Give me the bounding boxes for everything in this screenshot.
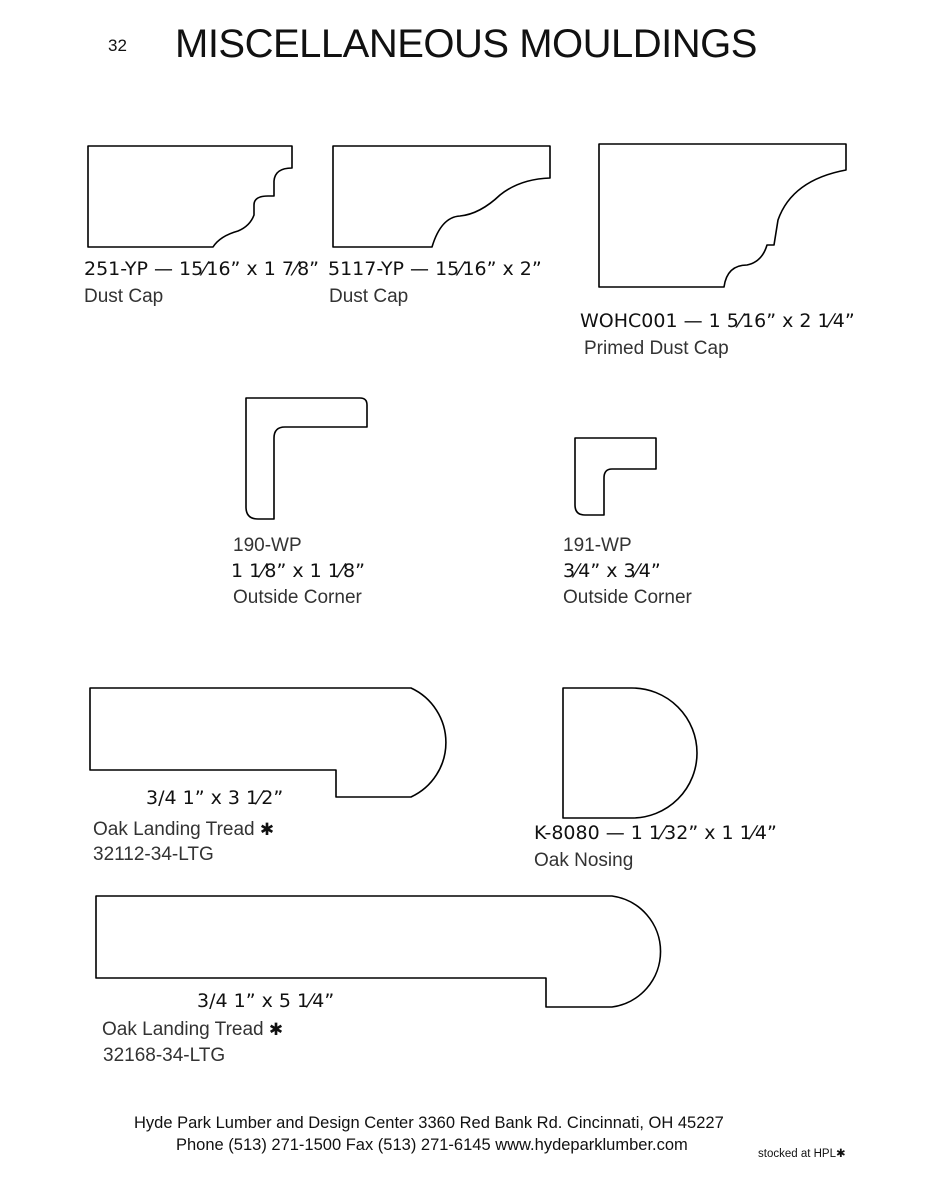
footer-stocked-note: stocked at HPL✱	[758, 1148, 846, 1160]
stocked-star-icon: ✱	[268, 1020, 284, 1040]
item-251-yp-name: Dust Cap	[84, 286, 164, 307]
profile-32112-34-ltg	[90, 688, 446, 797]
item-191-wp-dim: 3⁄4” x 3⁄4”	[563, 560, 661, 582]
item-32168-code: 32168-34-LTG	[103, 1045, 226, 1066]
item-32112-code: 32112-34-LTG	[93, 844, 214, 865]
profile-251-yp	[88, 146, 292, 247]
profile-5117-yp	[333, 146, 550, 247]
profile-wohc001	[599, 144, 846, 287]
profile-k-8080	[563, 688, 697, 818]
item-190-wp-dim: 1 1⁄8” x 1 1⁄8”	[231, 560, 365, 582]
profile-190-wp	[246, 398, 367, 519]
item-wohc001-name: Primed Dust Cap	[584, 338, 729, 359]
item-wohc001-code-dim: WOHC001 — 1 5⁄16” x 2 1⁄4”	[580, 310, 855, 332]
item-190-wp-code: 190-WP	[233, 535, 302, 556]
profile-32168-34-ltg	[96, 896, 661, 1007]
item-k-8080-code-dim: K-8080 — 1 1⁄32” x 1 1⁄4”	[534, 822, 777, 844]
item-5117-yp-code-dim: 5117-YP — 15⁄16” x 2”	[328, 258, 542, 280]
item-32168-name	[102, 1020, 283, 1039]
stocked-star-icon: ✱	[259, 820, 275, 840]
item-191-wp-code: 191-WP	[563, 535, 632, 556]
page-title: MISCELLANEOUS MOULDINGS	[175, 22, 757, 66]
item-32112-name-text: Oak Landing Tread	[93, 819, 255, 840]
footer-address: Hyde Park Lumber and Design Center 3360 Red Bank Rd. Cincinnati, OH 45227	[134, 1114, 724, 1132]
item-32112-name	[93, 820, 274, 839]
footer-contact: Phone (513) 271-1500 Fax (513) 271-6145 www.hydeparklumber.com	[176, 1136, 688, 1154]
item-251-yp-code-dim: 251-YP — 15⁄16” x 1 7⁄8”	[84, 258, 320, 280]
item-32168-dim: 3/4 1” x 5 1⁄4”	[197, 990, 335, 1012]
page-number: 32	[108, 36, 127, 55]
profile-191-wp	[575, 438, 656, 515]
item-5117-yp-name: Dust Cap	[329, 286, 409, 307]
item-191-wp-name: Outside Corner	[563, 587, 692, 608]
item-32112-dim: 3/4 1” x 3 1⁄2”	[146, 787, 284, 809]
item-190-wp-name: Outside Corner	[233, 587, 362, 608]
item-k-8080-name: Oak Nosing	[534, 850, 634, 871]
item-32168-name-text: Oak Landing Tread	[102, 1019, 264, 1040]
